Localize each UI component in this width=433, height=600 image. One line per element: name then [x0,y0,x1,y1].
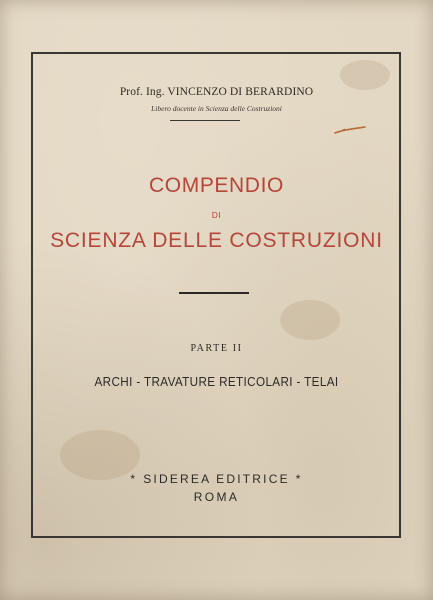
asterisk-ornament-left: * [130,472,138,486]
author-divider [170,120,240,121]
title-di: DI [211,210,222,220]
author-name: Prof. Ing. VINCENZO DI BERARDINO [119,86,314,98]
title-compendio: COMPENDIO [149,174,284,197]
part-label: PARTE II [190,343,243,354]
title-scienza-delle-costruzioni: SCIENZA DELLE COSTRUZIONI [50,229,383,252]
asterisk-ornament-right: * [295,472,303,486]
publisher-name: SIDEREA EDITRICE [143,472,290,486]
title-divider [179,292,249,294]
publisher-city: ROMA [193,490,240,504]
subtitle: ARCHI - TRAVATURE RETICOLARI - TELAI [94,374,339,389]
publisher [0,472,433,486]
pen-mark-icon [333,125,367,135]
author-role: Libero docente in Scienza delle Costruzioni [151,104,282,113]
